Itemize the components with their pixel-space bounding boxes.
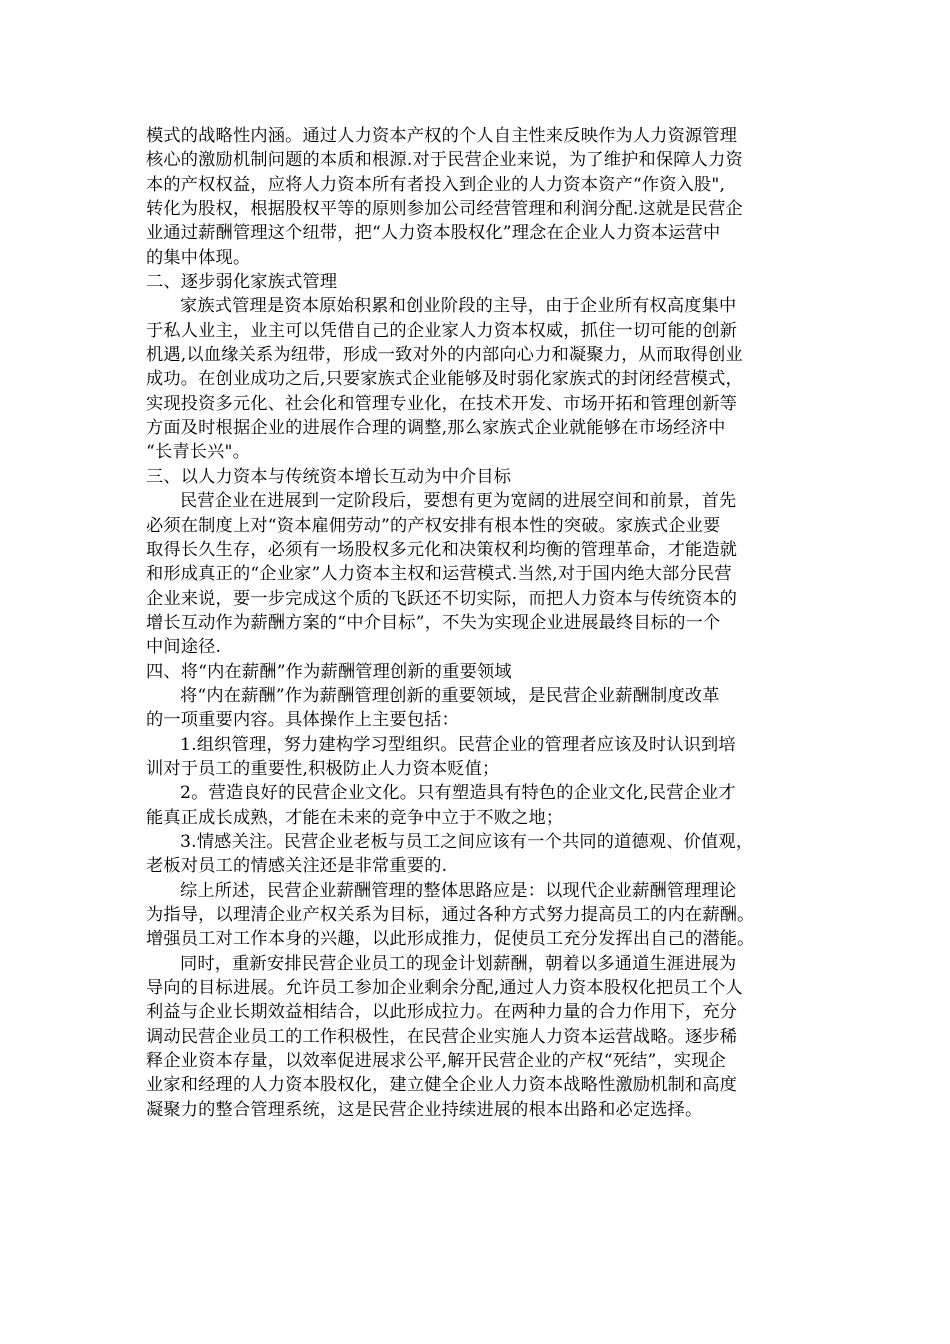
paragraph-line: “长青长兴"。 <box>146 442 251 463</box>
paragraph-line: 综上所述，民营企业薪酬管理的整体思路应是：以现代企业薪酬管理理论 <box>180 880 737 901</box>
paragraph-line: 能真正成长成熟，才能在未来的竞争中立于不败之地； <box>146 807 564 828</box>
paragraph-line: 凝聚力的整合管理系统，这是民营企业持续进展的根本出路和必定选择。 <box>146 1099 703 1120</box>
paragraph-line: 业通过薪酬管理这个纽带，把“人力资本股权化”理念在企业人力资本运营中 <box>146 223 721 244</box>
paragraph-line: 中间途径. <box>146 637 222 658</box>
paragraph <box>146 830 806 879</box>
paragraph <box>146 124 806 270</box>
section-heading <box>146 660 806 684</box>
paragraph-line: 增长互动作为薪酬方案的“中介目标”，不失为实现企业进展最终目标的一个 <box>146 612 721 633</box>
paragraph-line: 家族式管理是资本原始积累和创业阶段的主导，由于企业所有权高度集中 <box>180 296 737 317</box>
paragraph-line: 和形成真正的“企业家”人力资本主权和运营模式.当然,对于国内绝大部分民营 <box>146 564 732 585</box>
paragraph-line: 的集中体现。 <box>146 247 251 268</box>
paragraph-line: 模式的战略性内涵。通过人力资本产权的个人自主性来反映作为人力资源管理 <box>146 126 738 146</box>
paragraph-line: 增强员工对工作本身的兴趣，以此形成推力，促使员工充分发挥出自己的潜能。 <box>146 929 755 950</box>
paragraph-line: 成功。在创业成功之后,只要家族式企业能够及时弱化家族式的封闭经营模式， <box>146 369 743 390</box>
paragraph-line: 必须在制度上对“资本雇佣劳动”的产权安排有根本性的突破。家族式企业要 <box>146 515 721 536</box>
paragraph-line: 企业来说，要一步完成这个质的飞跃还不切实际，而把人力资本与传统资本的 <box>146 588 738 609</box>
paragraph-line: 转化为股权，根据股权平等的原则参加公司经营管理和利润分配.这就是民营企 <box>146 199 743 220</box>
paragraph-line: 调动民营企业员工的工作积极性，在民营企业实施人力资本运营战略。逐步稀 <box>146 1026 738 1047</box>
paragraph <box>146 733 806 782</box>
section-heading <box>146 465 806 489</box>
paragraph-line: 业家和经理的人力资本股权化，建立健全企业人力资本战略性激励机制和高度 <box>146 1075 738 1096</box>
paragraph-line: 为指导，以理清企业产权关系为目标，通过各种方式努力提高员工的内在薪酬。 <box>146 905 755 925</box>
paragraph <box>146 952 806 1122</box>
paragraph-line: 导向的目标进展。允许员工参加企业剩余分配,通过人力资本股权化把员工个人 <box>146 978 743 999</box>
paragraph-line: 于私人业主，业主可以凭借自己的企业家人力资本权威，抓住一切可能的创新 <box>146 320 738 341</box>
paragraph-line: 核心的激励机制问题的本质和根源.对于民营企业来说，为了维护和保障人力资 <box>146 150 743 171</box>
heading-text: 四、将“内在薪酬”作为薪酬管理创新的重要领域 <box>146 661 512 682</box>
paragraph-line: 民营企业在进展到一定阶段后，要想有更为宽阔的进展空间和前景，首先 <box>180 491 737 512</box>
paragraph-line: 实现投资多元化、社会化和管理专业化，在技术开发、市场开拓和管理创新等 <box>146 393 738 414</box>
paragraph-line: 利益与企业长期效益相结合，以此形成拉力。在两种力量的合力作用下，充分 <box>146 1002 738 1023</box>
paragraph-line: 2。营造良好的民营企业文化。只有塑造具有特色的企业文化,民营企业才 <box>180 783 736 804</box>
paragraph-line: 本的产权权益，应将人力资本所有者投入到企业的人力资本资产“作资入股", <box>146 174 726 195</box>
paragraph <box>146 489 806 659</box>
paragraph-line: 老板对员工的情感关注还是非常重要的. <box>146 856 448 877</box>
paragraph-line: 取得长久生存，必须有一场股权多元化和决策权利均衡的管理革命，才能造就 <box>146 539 738 560</box>
paragraph-line: 训对于员工的重要性,积极防止人力资本贬值； <box>146 758 500 779</box>
heading-text: 二、逐步弱化家族式管理 <box>146 272 338 293</box>
paragraph <box>146 684 806 733</box>
heading-text: 三、以人力资本与传统资本增长互动为中介目标 <box>146 466 512 487</box>
paragraph-line: 方面及时根据企业的进展作合理的调整,那么家族式企业就能够在市场经济中 <box>146 418 726 439</box>
paragraph-line: 机遇,以血缘关系为纽带，形成一致对外的内部向心力和凝聚力，从而取得创业 <box>146 345 743 366</box>
paragraph <box>146 294 806 464</box>
document-body <box>146 124 806 1122</box>
paragraph-line: 同时，重新安排民营企业员工的现金计划薪酬，朝着以多通道生涯进展为 <box>180 953 737 974</box>
paragraph-line: 1.组织管理，努力建构学习型组织。民营企业的管理者应该及时认识到培 <box>180 734 736 755</box>
paragraph-line: 3.情感关注。民营企业老板与员工之间应该有一个共同的道德观、价值观， <box>180 831 754 852</box>
paragraph-line: 释企业资本存量，以效率促进展求公平,解开民营企业的产权“死结”，实现企 <box>146 1051 727 1072</box>
paragraph <box>146 781 806 830</box>
paragraph-line: 将“内在薪酬”作为薪酬管理创新的重要领域，是民营企业薪酬制度改革 <box>180 685 720 706</box>
paragraph <box>146 879 806 952</box>
paragraph-line: 的一项重要内容。具体操作上主要包括： <box>146 710 459 731</box>
section-heading <box>146 270 806 294</box>
